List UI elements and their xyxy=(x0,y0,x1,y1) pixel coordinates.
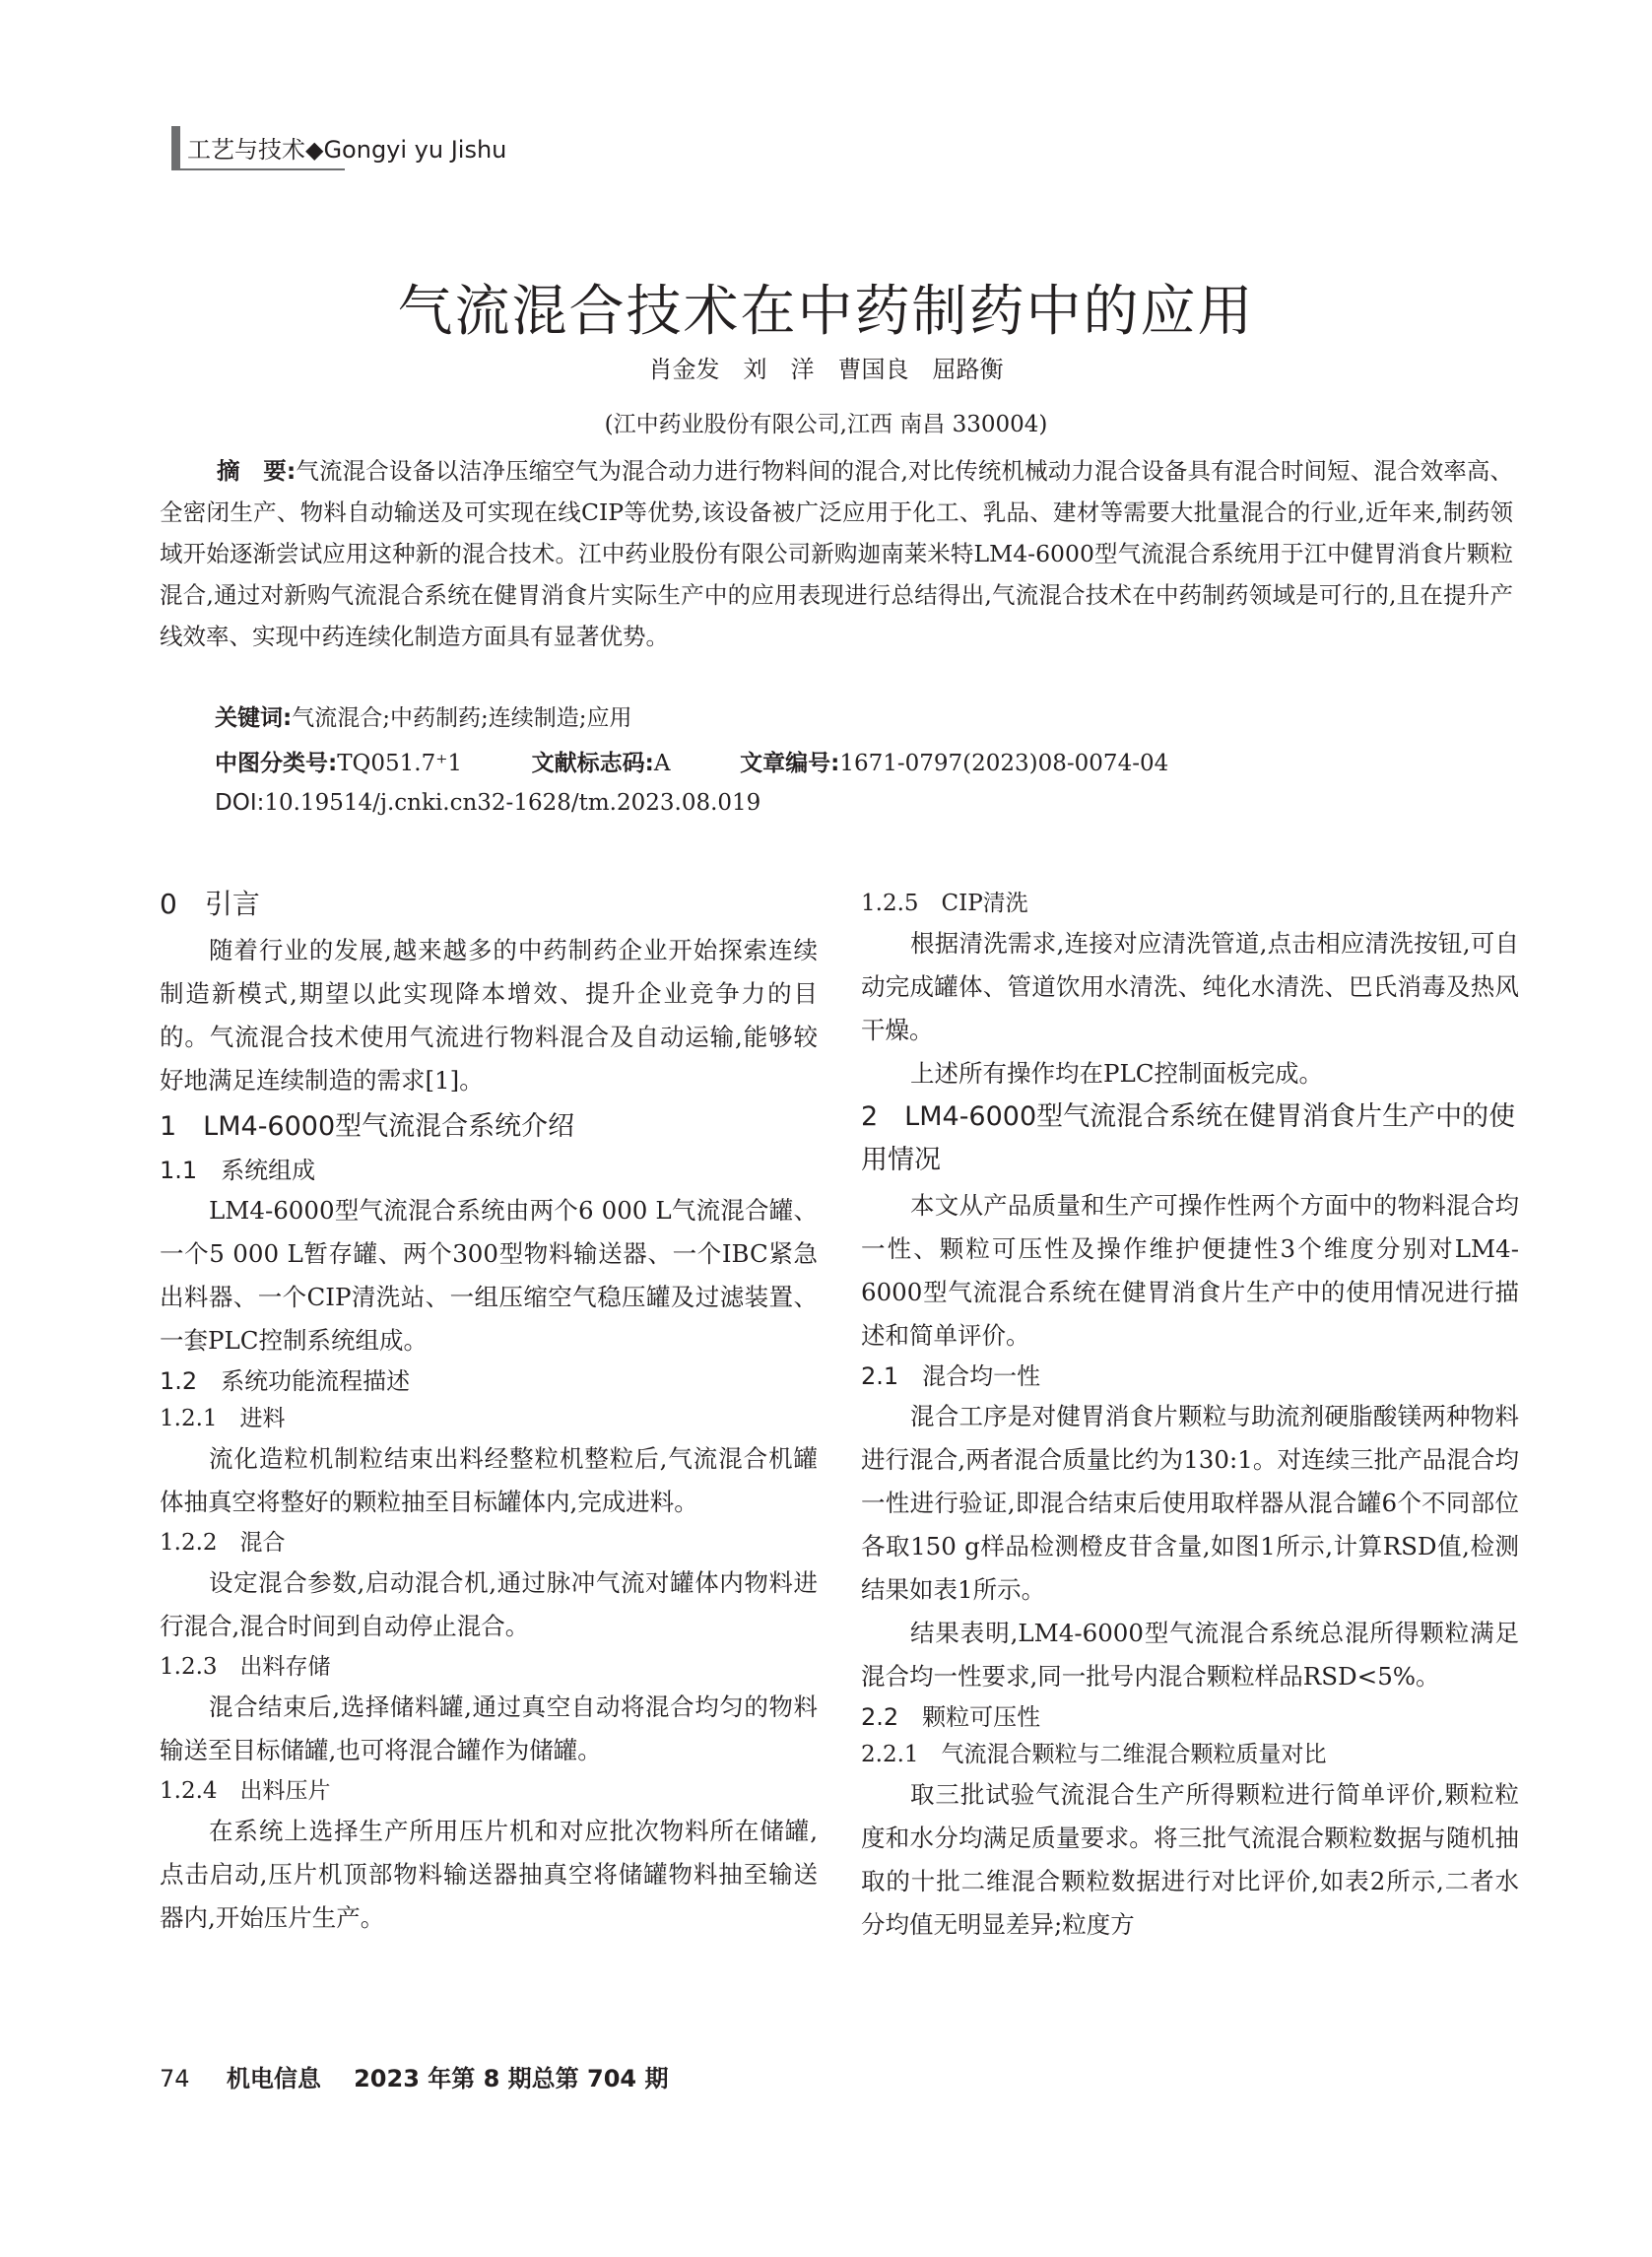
page-footer xyxy=(160,2059,668,2093)
doi-label: DOI: xyxy=(215,790,265,816)
doc-code-label: 文献标志码: xyxy=(531,751,654,776)
section-2-2-1-heading: 2.2.1 气流混合颗粒与二维混合颗粒质量对比 xyxy=(861,1742,1327,1767)
section-0-paragraph: 随着行业的发展,越来越多的中药制药企业开始探索连续制造新模式,期望以此实现降本增效、提升企业竞争力的目的。气流混合技术使用气流进行物料混合及自动运输,能够较好地满足连续制造的需求[1]。 xyxy=(160,936,818,1095)
section-2-1-paragraph-2: 结果表明,LM4-6000型气流混合系统总混所得颗粒满足混合均一性要求,同一批号内混合颗粒样品RSD<5%。 xyxy=(861,1619,1519,1691)
doc-code-value: A xyxy=(653,751,671,776)
section-1-2-3-paragraph: 混合结束后,选择储料罐,通过真空自动将混合均匀的物料输送至目标储罐,也可将混合罐作为储罐。 xyxy=(160,1693,818,1764)
affiliation: (江中药业股份有限公司,江西 南昌 330004) xyxy=(604,412,1048,437)
abstract xyxy=(160,450,1513,657)
section-1-1-heading: 1.1 系统组成 xyxy=(160,1157,316,1184)
doi-value: 10.19514/j.cnki.cn32-1628/tm.2023.08.019 xyxy=(264,790,761,816)
right-column xyxy=(861,885,1519,1947)
section-1-2-heading: 1.2 系统功能流程描述 xyxy=(160,1367,411,1395)
header-marker-bar xyxy=(171,126,180,169)
section-1-2-1-heading: 1.2.1 进料 xyxy=(160,1406,286,1431)
keywords xyxy=(215,699,631,732)
keywords-label: 关键词: xyxy=(215,705,293,731)
section-1-2-5-paragraph: 根据清洗需求,连接对应清洗管道,点击相应清洗按钮,可自动完成罐体、管道饮用水清洗、纯化水清洗、巴氏消毒及热风干燥。 xyxy=(861,929,1519,1044)
abstract-label: 摘 要: xyxy=(217,457,297,485)
section-1-2-5-heading: 1.2.5 CIP清洗 xyxy=(861,891,1028,916)
section-2-2-heading: 2.2 颗粒可压性 xyxy=(861,1703,1041,1731)
journal-name: 机电信息 xyxy=(226,2065,321,2092)
header-underline xyxy=(171,168,345,170)
section-1-1-paragraph: LM4-6000型气流混合系统由两个6 000 L气流混合罐、一个5 000 L暂存罐、两个300型物料输送器、一个IBC紧急出料器、一个CIP清洗站、一组压缩空气稳压罐及过滤装置、一套PLC控制系统组成。 xyxy=(160,1196,818,1355)
left-column xyxy=(160,882,818,1940)
section-1-2-4-paragraph: 在系统上选择生产所用压片机和对应批次物料所在储罐,点击启动,压片机顶部物料输送器抽真空将储罐物料抽至输送器内,开始压片生产。 xyxy=(160,1817,818,1932)
section-1-2-4-heading: 1.2.4 出料压片 xyxy=(160,1778,331,1804)
section-2-heading: 2 LM4-6000型气流混合系统在健胃消食片生产中的使用情况 xyxy=(861,1101,1516,1175)
section-1-2-5-paragraph-2: 上述所有操作均在PLC控制面板完成。 xyxy=(910,1059,1323,1088)
article-title: 气流混合技术在中药制药中的应用 xyxy=(397,280,1255,344)
page-number: 74 xyxy=(160,2065,190,2092)
section-1-2-3-heading: 1.2.3 出料存储 xyxy=(160,1654,331,1680)
section-1-2-1-paragraph: 流化造粒机制粒结束出料经整粒机整粒后,气流混合机罐体抽真空将整好的颗粒抽至目标罐体内,完成进料。 xyxy=(160,1444,818,1516)
running-header xyxy=(171,126,507,169)
authors: 肖金发 刘 洋 曹国良 屈路衡 xyxy=(648,356,1004,383)
clc-label: 中图分类号: xyxy=(215,751,338,776)
section-1-2-2-heading: 1.2.2 混合 xyxy=(160,1530,286,1556)
section-0-heading: 0 引言 xyxy=(160,888,260,920)
section-2-1-paragraph: 混合工序是对健胃消食片颗粒与助流剂硬脂酸镁两种物料进行混合,两者混合质量比约为130:1。对连续三批产品混合均一性进行验证,即混合结束后使用取样器从混合罐6个不同部位各取150 g样品检测橙皮苷含量,如图1所示,计算RSD值,检测结果如表1所示。 xyxy=(861,1402,1519,1604)
section-1-2-2-paragraph: 设定混合参数,启动混合机,通过脉冲气流对罐体内物料进行混合,混合时间到自动停止混合。 xyxy=(160,1568,818,1640)
section-2-2-1-paragraph: 取三批试验气流混合生产所得颗粒进行简单评价,颗粒粒度和水分均满足质量要求。将三批气流混合颗粒数据与随机抽取的十批二维混合颗粒数据进行对比评价,如表2所示,二者水分均值无明显差异;粒度方 xyxy=(861,1780,1519,1939)
keywords-text: 气流混合;中药制药;连续制造;应用 xyxy=(292,705,632,731)
section-2-paragraph: 本文从产品质量和生产可操作性两个方面中的物料混合均一性、颗粒可压性及操作维护便捷性3个维度分别对LM4-6000型气流混合系统在健胃消食片生产中的使用情况进行描述和简单评价。 xyxy=(861,1191,1519,1350)
abstract-text: 气流混合设备以洁净压缩空气为混合动力进行物料间的混合,对比传统机械动力混合设备具有混合时间短、混合效率高、全密闭生产、物料自动输送及可实现在线CIP等优势,该设备被广泛应用于化工、乳品、建材等需要大批量混合的行业,近年来,制药领域开始逐渐尝试应用这种新的混合技术。江中药业股份有限公司新购迦南莱米特LM4-6000型气流混合系统用于江中健胃消食片颗粒混合,通过对新购气流混合系统在健胃消食片实际生产中的应用表现进行总结得出,气流混合技术在中药制药领域是可行的,且在提升产线效率、实现中药连续化制造方面具有显著优势。 xyxy=(160,457,1514,650)
classification-line xyxy=(215,745,1168,777)
article-number-label: 文章编号: xyxy=(740,751,840,776)
clc-value: TQ051.7⁺1 xyxy=(337,751,463,776)
section-2-1-heading: 2.1 混合均一性 xyxy=(861,1362,1041,1390)
doi-line xyxy=(215,790,760,816)
section-label: 工艺与技术◆Gongyi yu Jishu xyxy=(187,136,507,164)
article-number-value: 1671-0797(2023)08-0074-04 xyxy=(839,751,1169,776)
issue-info: 2023 年第 8 期总第 704 期 xyxy=(354,2065,669,2092)
section-1-heading: 1 LM4-6000型气流混合系统介绍 xyxy=(160,1111,575,1142)
